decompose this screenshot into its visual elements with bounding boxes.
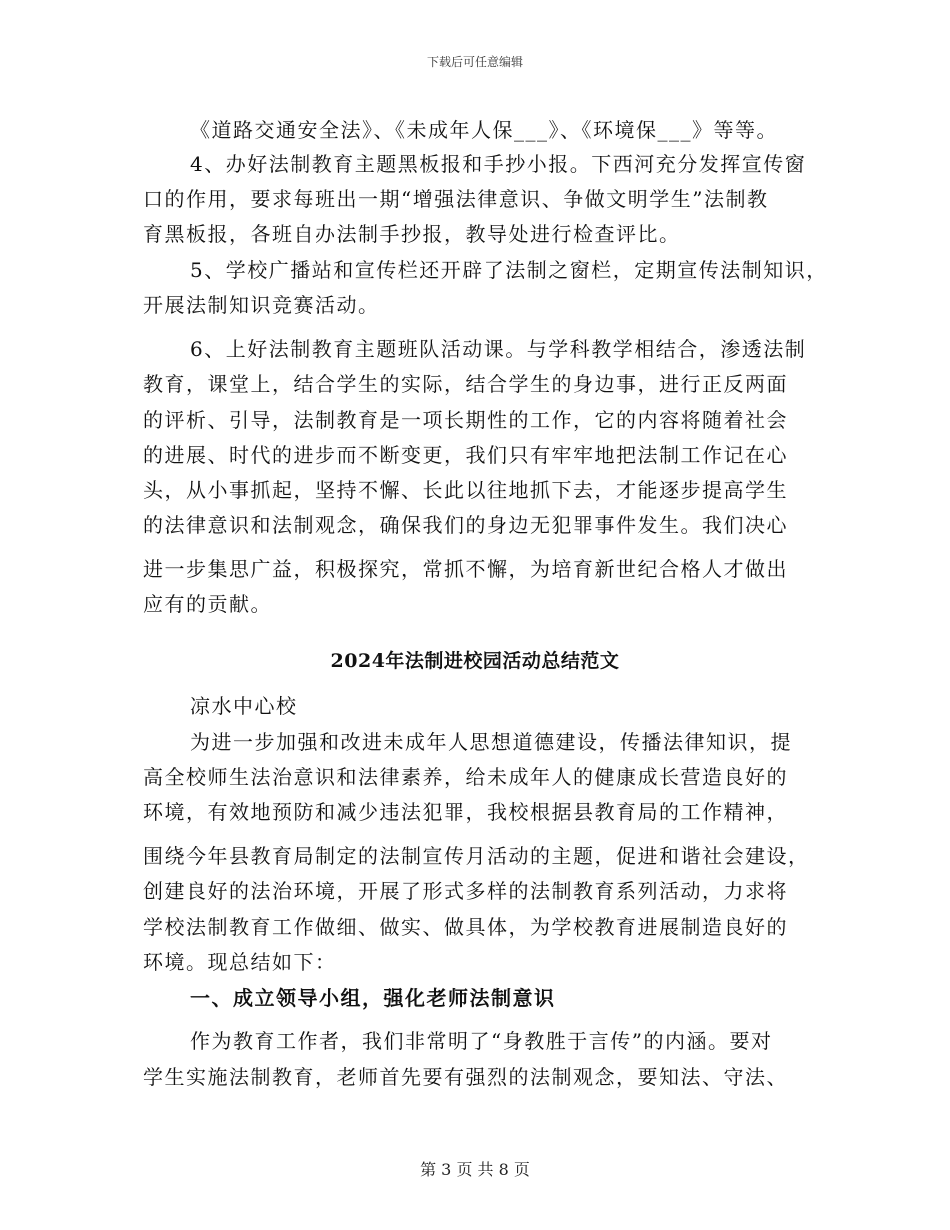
paragraph-line: 的法律意识和法制观念，确保我们的身边无犯罪事件发生。我们决心 [143,513,788,537]
paragraph-line: 应有的贡献。 [143,592,272,616]
paragraph-line: 环境。现总结如下： [143,950,337,974]
document-title: 2024年法制进校园活动总结范文 [330,650,620,672]
paragraph-line: 创建良好的法治环境，开展了形式多样的法制教育系列活动，力求将 [143,879,788,903]
header-note: 下载后可任意编辑 [426,55,523,69]
paragraph-line: 环境，有效地预防和减少违法犯罪，我校根据县教育局的工作精神， [143,800,788,824]
paragraph-line: 为进一步加强和改进未成年人思想道德建设，传播法律知识，提 [190,730,792,754]
paragraph-line: 学生实施法制教育，老师首先要有强烈的法制观念，要知法、守法、 [143,1065,788,1089]
paragraph-line: 作为教育工作者，我们非常明了“身教胜于言传”的内涵。要对 [190,1029,773,1053]
school-name: 凉水中心校 [190,694,298,718]
paragraph-line: 的进展、时代的进步而不断变更，我们只有牢牢地把法制工作记在心 [143,443,788,467]
paragraph-line: 教育，课堂上，结合学生的实际，结合学生的身边事，进行正反两面 [143,372,788,396]
section-heading: 一、成立领导小组，强化老师法制意识 [190,986,556,1010]
paragraph-line: 的评析、引导，法制教育是一项长期性的工作，它的内容将随着社会 [143,408,788,432]
paragraph-line: 育黑板报，各班自办法制手抄报，教导处进行检查评比。 [143,222,681,246]
paragraph-line: 口的作用，要求每班出一期“增强法律意识、争做文明学生”法制教 [143,187,769,211]
paragraph-line: 高全校师生法治意识和法律素养，给未成年人的健康成长营造良好的 [143,765,788,789]
paragraph-line: 《道路交通安全法》、《未成年人保___》、《环境保___》等等。 [190,118,778,142]
paragraph-line: 开展法制知识竞赛活动。 [143,293,380,317]
paragraph-line: 围绕今年县教育局制定的法制宣传月活动的主题，促进和谐社会建设， [143,844,810,868]
paragraph-line: 4、办好法制教育主题黑板报和手抄小报。下西河充分发挥宣传窗 [190,152,807,176]
paragraph-line: 进一步集思广益，积极探究，常抓不懈，为培育新世纪合格人才做出 [143,557,788,581]
paragraph-line: 5、学校广播站和宣传栏还开辟了法制之窗栏，定期宣传法制知识， [190,258,828,282]
paragraph-line: 6、上好法制教育主题班队活动课。与学科教学相结合，渗透法制 [190,337,807,361]
paragraph-line: 头，从小事抓起，坚持不懈、长此以往地抓下去，才能逐步提高学生 [143,478,788,502]
page-number: 第 3 页 共 8 页 [420,1160,530,1179]
paragraph-line: 学校法制教育工作做细、做实、做具体，为学校教育进展制造良好的 [143,915,788,939]
